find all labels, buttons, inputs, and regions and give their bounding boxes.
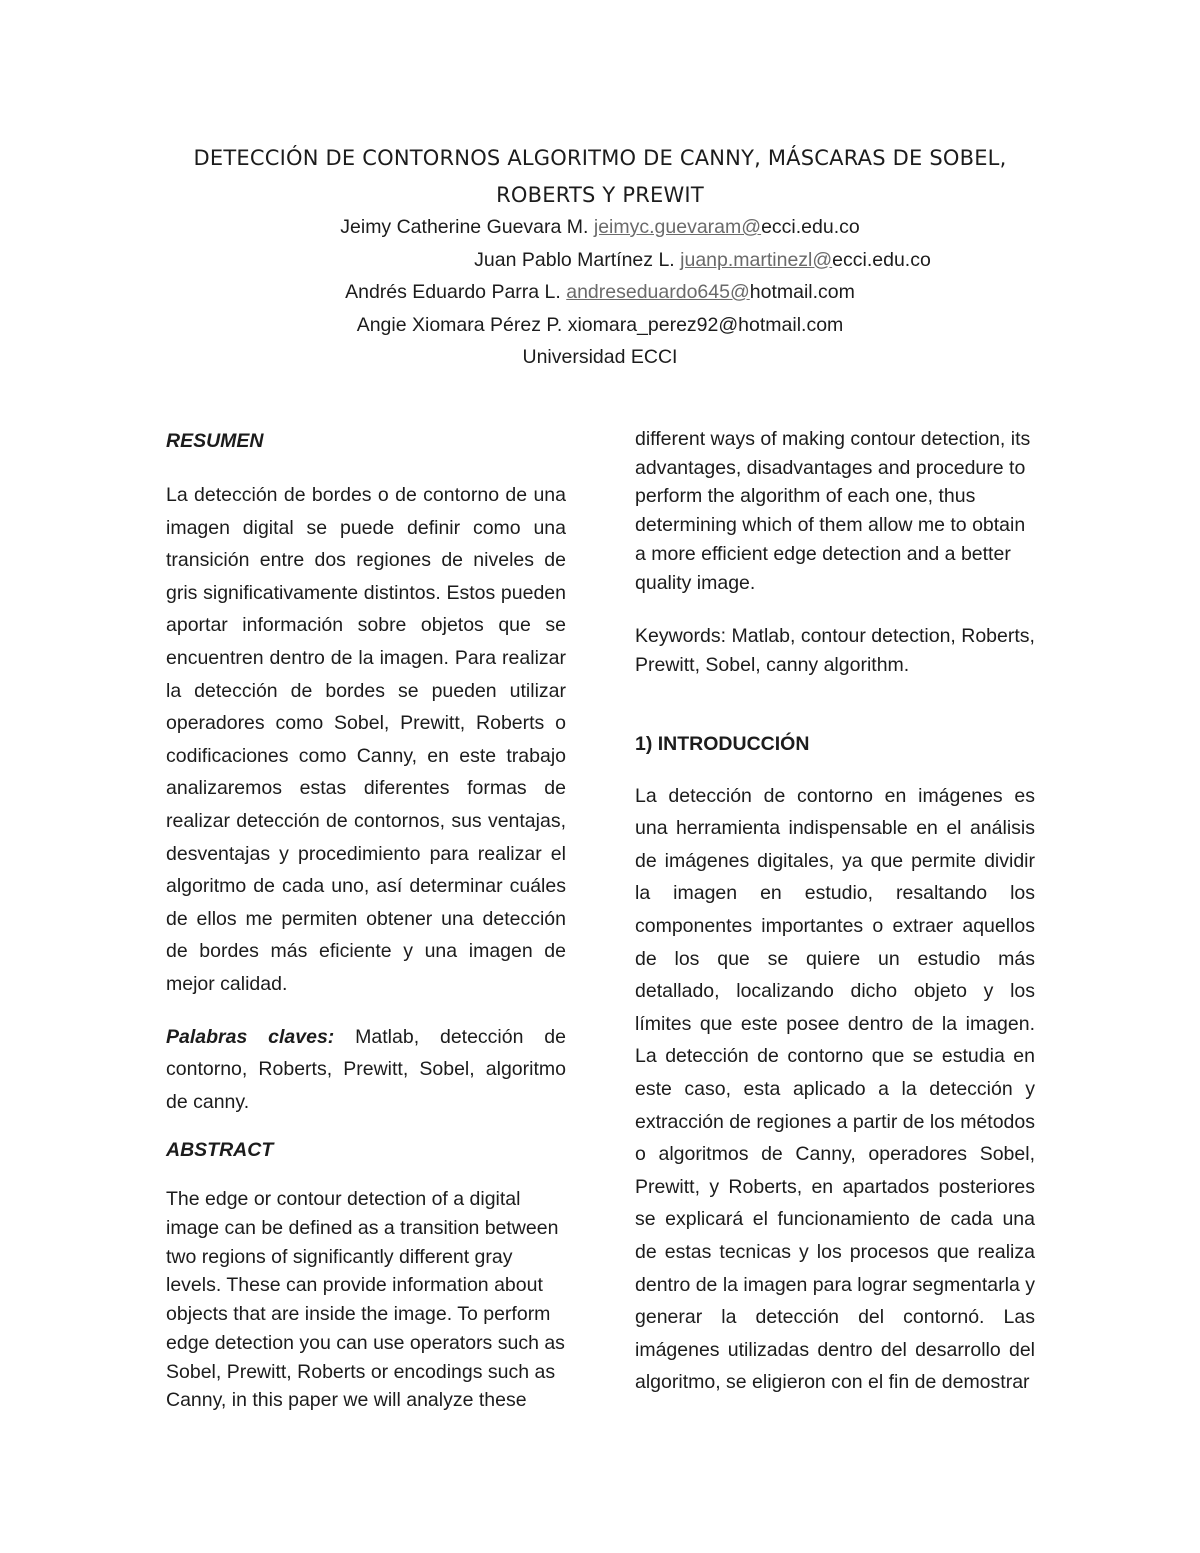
palabras-claves-label: Palabras claves: (166, 1025, 335, 1048)
introduccion-body: La detección de contorno en imágenes es una herramienta indispensable en el análisis de imágenes digitales, ya que permite dividir la imagen en estudio, resaltando los componentes importantes o extraer aquellos de los que se quiere un estudio más detallado, localizando dicho objeto y los límites que este posee dentro de la imagen. La detección de contorno que se estudia en este caso, esta aplicado a la detección y extracción de regiones a partir de los métodos o algoritmos de Canny, operadores Sobel, Prewitt, y Roberts, en apartados posteriores se explicará el funcionamiento de cada una de estas tecnicas y los procesos que realiza dentro de la imagen para lograr segmentarla y generar la detección del contornó. Las imágenes utilizadas dentro del desarrollo del algoritmo, se eligieron con el fin de demostrar (635, 784, 1035, 1394)
author-name: Juan Pablo Martínez L. (474, 248, 675, 271)
author-email: xiomara_perez92@hotmail.com (567, 313, 844, 336)
author-email-domain: ecci.edu.co (832, 248, 931, 271)
author-block (0, 211, 1200, 374)
author-email-link[interactable]: andreseduardo645@ (566, 281, 750, 303)
title-line-2: ROBERTS Y PREWIT (496, 183, 704, 207)
author-line (0, 309, 1200, 342)
left-column (166, 425, 566, 1415)
resumen-heading: RESUMEN (166, 430, 264, 452)
right-column (635, 425, 1035, 1399)
palabras-claves-text: Matlab, detección de contorno, Roberts, Prewitt, Sobel, algoritmo de canny. (166, 1025, 567, 1113)
author-line (0, 244, 1200, 277)
abstract-heading: ABSTRACT (166, 1139, 274, 1162)
resumen-body: La detección de bordes o de contorno de una imagen digital se puede definir como una transición entre dos regiones de niveles de gris significativamente distintos. Estos pueden aportar información sobre objetos que se encuentren dentro de la imagen. Para realizar la detección de bordes se pueden utilizar operadores como Sobel, Prewitt, Roberts o codificaciones como Canny, en este trabajo analizaremos estas diferentes formas de realizar detección de contornos, sus ventajas, desventajas y procedimiento para realizar el algoritmo de cada uno, así determinar cuáles de ellos me permiten obtener una detección de bordes más eficiente y una imagen de mejor calidad. (166, 484, 566, 995)
abstract-body-part1: The edge or contour detection of a digital image can be defined as a transition between two regions of significantly different gray levels. These can provide information about objects that are inside the image. To perform edge detection you can use operators such as Sobel, Prewitt, Roberts or encodings such as Canny, in this paper we will analyze these (166, 1188, 565, 1412)
author-email-link[interactable]: jeimyc.guevaram@ (593, 216, 762, 238)
author-name: Jeimy Catherine Guevara M. (340, 216, 589, 238)
author-email-domain: hotmail.com (749, 281, 855, 303)
affiliation: Universidad ECCI (522, 346, 678, 368)
author-email-link[interactable]: juanp.martinezl@ (680, 248, 833, 271)
author-line (0, 211, 1200, 244)
palabras-claves (166, 1021, 566, 1119)
author-name: Angie Xiomara Pérez P. (356, 313, 563, 336)
paper-title (150, 140, 1050, 214)
author-email-domain: ecci.edu.co (761, 216, 860, 238)
title-line-1: DETECCIÓN DE CONTORNOS ALGORITMO DE CANNY, MÁSCARAS DE SOBEL, (193, 146, 1007, 170)
abstract-body-part2: different ways of making contour detection, its advantages, disadvantages and procedure to perform the algorithm of each one, thus determining which of them allow me to obtain a more efficient edge detection and a better quality image. (635, 428, 1031, 594)
author-name: Andrés Eduardo Parra L. (345, 281, 561, 303)
introduccion-heading: 1) INTRODUCCIÓN (635, 732, 810, 755)
abstract-keywords: Keywords: Matlab, contour detection, Roberts, Prewitt, Sobel, canny algorithm. (635, 625, 1035, 676)
author-line (0, 276, 1200, 309)
